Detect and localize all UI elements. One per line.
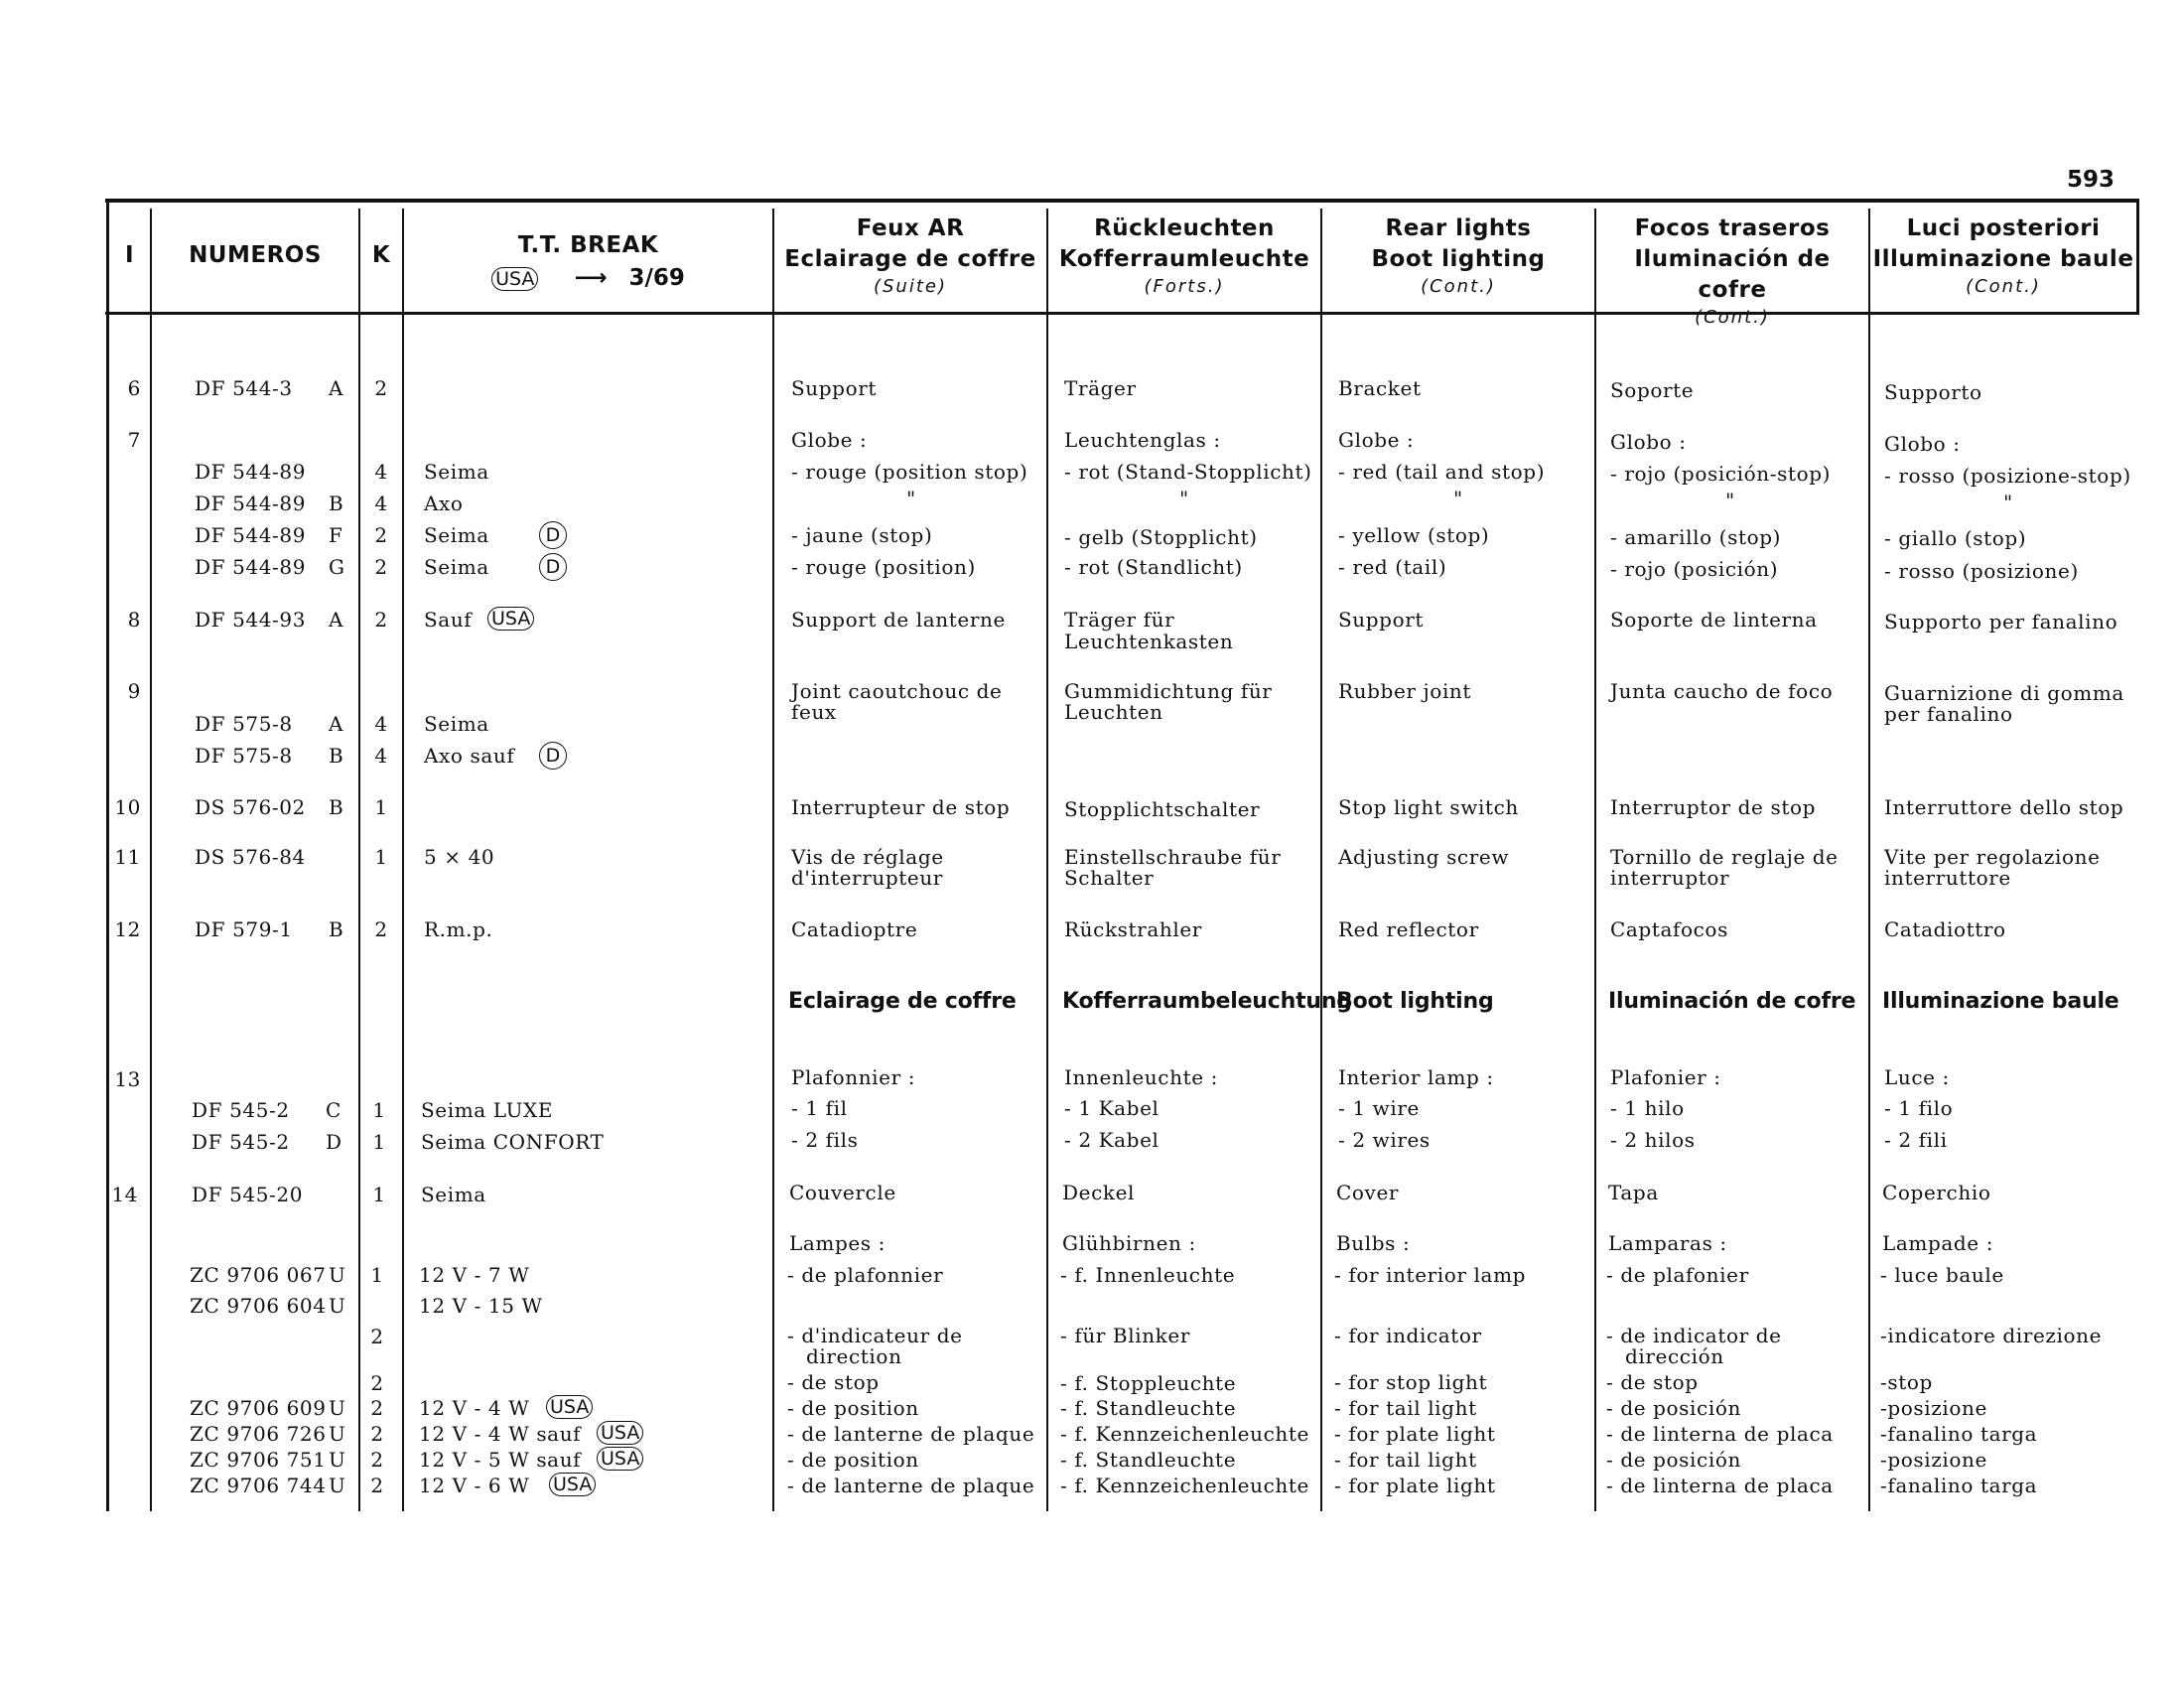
desc-de: Glühbirnen : [1062,1231,1196,1255]
desc-es-line1: - de indicator de [1606,1324,1782,1347]
desc-de: - 2 Kabel [1064,1128,1160,1152]
model-spec: Seima [424,523,489,547]
desc-es: - de plafonier [1606,1263,1749,1287]
desc-en: Bulbs : [1336,1231,1411,1255]
header-k [360,240,402,271]
part-suffix: F [329,523,343,547]
desc-es: - 2 hilos [1610,1128,1696,1152]
desc-fr: - de plafonnier [787,1263,944,1287]
header-numeros-label: NUMEROS [189,242,322,268]
header-de-l3: (Forts.) [1144,276,1225,297]
desc-it: - rosso (posizione) [1884,559,2079,583]
col-line [772,209,774,1511]
desc-fr: - de lanterne de plaque [787,1422,1035,1446]
desc-fr: Plafonnier : [791,1065,916,1089]
model-spec: Seima LUXE [421,1098,554,1122]
header-es-l1: Focos traseros [1634,215,1831,241]
desc-it: - 2 fili [1884,1128,1948,1152]
quantity: 4 [374,712,388,736]
col-line [1594,209,1596,1511]
part-number: DF 544-89 [195,523,307,547]
desc-es: Junta caucho de foco [1610,679,1834,703]
part-number: ZC 9706 726 [190,1422,327,1446]
header-es [1596,213,1868,330]
model-spec: Sauf [424,608,473,632]
header-it-l2: Illuminazione baule [1872,246,2134,272]
desc-es-line1: Tornillo de reglaje de [1610,845,1839,869]
desc-de: Deckel [1062,1181,1136,1204]
desc-es: Lamparas : [1608,1231,1727,1255]
desc-de: Leuchtenglas : [1064,428,1221,452]
part-suffix: U [329,1422,346,1446]
model-spec: 12 V - 4 W [419,1396,530,1420]
part-number: DF 544-89 [195,555,307,579]
desc-it: -posizione [1880,1448,1987,1472]
desc-fr-line1: Vis de réglage [791,845,944,869]
desc-es: - rojo (posición-stop) [1610,462,1832,486]
header-de [1048,213,1320,299]
desc-fr: Interrupteur de stop [791,795,1011,819]
model-spec: R.m.p. [424,917,493,941]
header-i [109,240,150,271]
part-number: ZC 9706 604 [190,1294,327,1318]
desc-en: - 2 wires [1338,1128,1431,1152]
quantity: 1 [372,1130,386,1154]
header-i-label: I [124,242,135,268]
header-it-l3: (Cont.) [1966,276,2041,297]
header-en-l3: (Cont.) [1421,276,1496,297]
country-d-badge: D [539,742,567,770]
desc-es: Tapa [1608,1181,1659,1204]
col-line [358,209,360,1511]
desc-it: Supporto [1884,380,1982,404]
desc-en: Red reflector [1338,917,1479,941]
desc-it: - rosso (posizione-stop) [1884,464,2131,488]
part-number: DF 544-89 [195,492,307,515]
ditto-mark: " [1453,487,1463,510]
header-model [404,230,772,295]
desc-fr: Lampes : [789,1231,886,1255]
part-number: DS 576-02 [195,795,306,819]
part-suffix: U [329,1474,346,1497]
part-number: DF 545-2 [192,1098,290,1122]
desc-fr: - rouge (position) [791,555,976,579]
item-number: 7 [127,428,141,452]
desc-en: Stop light switch [1338,795,1519,819]
quantity: 2 [370,1422,384,1446]
quantity: 1 [372,1183,386,1206]
desc-en: - for tail light [1334,1448,1477,1472]
desc-de: Innenleuchte : [1064,1065,1218,1089]
desc-es: - amarillo (stop) [1610,525,1782,549]
ditto-mark: " [2003,491,2013,514]
desc-de: - rot (Standlicht) [1064,555,1243,579]
quantity: 2 [370,1371,384,1395]
ditto-mark: " [1179,487,1189,510]
ditto-mark: " [1725,489,1735,512]
item-number: 8 [127,608,141,632]
desc-it: -fanalino targa [1880,1422,2038,1446]
desc-it: -posizione [1880,1396,1987,1420]
model-spec: Seima [424,460,489,484]
desc-fr: - de lanterne de plaque [787,1474,1035,1497]
desc-es: - de linterna de placa [1606,1474,1834,1497]
desc-en: Adjusting screw [1338,845,1510,869]
header-fr-l1: Feux AR [856,215,965,241]
part-number: ZC 9706 751 [190,1448,327,1472]
desc-en: - for stop light [1334,1370,1488,1394]
desc-en: - for plate light [1334,1422,1496,1446]
desc-es: - de posición [1606,1448,1741,1472]
desc-de-line2: Schalter [1064,866,1155,890]
desc-en: - red (tail) [1338,555,1447,579]
part-number: DS 576-84 [195,845,306,869]
desc-it: Interruttore dello stop [1884,795,2124,819]
desc-en: Bracket [1338,376,1422,400]
header-fr-l2: Eclairage de coffre [784,246,1036,272]
col-line [1046,209,1048,1511]
desc-de-line1: Gummidichtung für [1064,679,1273,703]
desc-fr-line2: d'interrupteur [791,866,943,890]
page-number: 593 [2067,167,2116,193]
section-heading-fr: Eclairage de coffre [788,989,1017,1014]
item-number: 14 [111,1183,138,1206]
desc-en: Cover [1336,1181,1400,1204]
desc-it: -indicatore direzione [1880,1324,2103,1347]
desc-it: -fanalino targa [1880,1474,2038,1497]
desc-fr: Support [791,376,878,400]
part-suffix: U [329,1263,346,1287]
model-spec: Seima CONFORT [421,1130,605,1154]
desc-es: Soporte de linterna [1610,608,1818,632]
quantity: 2 [374,376,388,400]
desc-de: - f. Stoppleuchte [1060,1371,1237,1395]
desc-de-line1: Einstellschraube für [1064,845,1282,869]
desc-fr: - 2 fils [791,1128,859,1152]
header-it-l1: Luci posteriori [1906,215,2101,241]
part-number: DF 544-93 [195,608,307,632]
desc-fr: - de position [787,1396,919,1420]
desc-de: - f. Innenleuchte [1060,1263,1236,1287]
top-rule [105,199,2138,203]
desc-en: Rubber joint [1338,679,1472,703]
desc-es: Soporte [1610,378,1695,402]
model-spec: 12 V - 6 W [419,1474,530,1497]
col-line [106,199,109,1511]
desc-en: - for tail light [1334,1396,1477,1420]
part-suffix: A [329,376,344,400]
desc-es-line2: dirección [1625,1344,1724,1368]
header-de-l1: Rückleuchten [1094,215,1275,241]
usa-badge: USA [546,1395,593,1419]
desc-fr-line2: direction [806,1344,902,1368]
desc-de-line2: Leuchten [1064,700,1163,724]
col-line [150,209,152,1511]
usa-badge: USA [597,1421,643,1445]
desc-it: Supporto per fanalino [1884,610,2118,633]
section-heading-de: Kofferraumbeleuchtung [1062,989,1352,1014]
desc-it-line1: Guarnizione di gomma [1884,681,2124,705]
desc-fr-line2: feux [791,700,837,724]
arrow-icon: ⟶ [574,265,608,291]
desc-it: -stop [1880,1370,1933,1394]
quantity: 2 [374,608,388,632]
desc-fr: - de position [787,1448,919,1472]
desc-es: - 1 hilo [1610,1096,1685,1120]
country-d-badge: D [539,553,567,581]
col-line [402,209,404,1511]
desc-it: - 1 filo [1884,1096,1954,1120]
desc-es-line2: interruptor [1610,866,1730,890]
desc-fr: Support de lanterne [791,608,1006,632]
part-number: DF 575-8 [195,712,293,736]
desc-it: Luce : [1884,1065,1950,1089]
part-suffix: C [326,1098,341,1122]
header-model-title: T.T. BREAK [517,232,659,258]
part-suffix: U [329,1448,346,1472]
section-heading-es: Iluminación de cofre [1608,989,1856,1014]
header-en-l2: Boot lighting [1371,246,1546,272]
item-number: 9 [127,679,141,703]
item-number: 12 [114,917,141,941]
header-fr-l3: (Suite) [873,276,947,297]
item-number: 11 [114,845,141,869]
desc-fr: Globe : [791,428,868,452]
model-spec: Seima [424,555,489,579]
desc-es: - de posición [1606,1396,1741,1420]
part-suffix: A [329,608,344,632]
header-numeros [152,240,358,271]
desc-fr: - rouge (position stop) [791,460,1028,484]
model-spec: 12 V - 7 W [419,1263,530,1287]
right-rule [2136,199,2139,315]
desc-es: - de linterna de placa [1606,1422,1834,1446]
part-suffix: U [329,1294,346,1318]
desc-es: Interruptor de stop [1610,795,1816,819]
desc-de: Rückstrahler [1064,917,1202,941]
header-es-l3: (Cont.) [1695,307,1770,328]
desc-es: Globo : [1610,430,1687,454]
desc-it: Catadiottro [1884,917,2006,941]
ditto-mark: " [906,487,916,510]
quantity: 2 [370,1325,384,1348]
usa-badge: USA [487,607,534,631]
desc-es: - rojo (posición) [1610,557,1779,581]
desc-de: - rot (Stand-Stopplicht) [1064,460,1312,484]
part-number: ZC 9706 067 [190,1263,327,1287]
header-it [1870,213,2136,299]
header-fr [774,213,1046,299]
quantity: 2 [370,1396,384,1420]
desc-fr: - jaune (stop) [791,523,933,547]
part-number: DF 575-8 [195,744,293,768]
part-number: DF 544-89 [195,460,307,484]
quantity: 1 [374,795,388,819]
country-d-badge: D [539,521,567,549]
model-spec: Seima [421,1183,486,1206]
quantity: 4 [374,460,388,484]
quantity: 2 [374,523,388,547]
quantity: 1 [372,1098,386,1122]
col-line [1320,209,1322,1511]
desc-en: - for indicator [1334,1324,1482,1347]
quantity: 1 [374,845,388,869]
part-suffix: B [329,744,344,768]
model-spec: Seima [424,712,489,736]
desc-fr: Catadioptre [791,917,918,941]
model-spec: 12 V - 4 W sauf [419,1422,582,1446]
section-heading-it: Illuminazione baule [1882,989,2119,1014]
desc-de: - f. Kennzeichenleuchte [1060,1474,1309,1497]
desc-es: - de stop [1606,1370,1699,1394]
quantity: 4 [374,744,388,768]
model-spec: 5 × 40 [424,845,495,869]
part-suffix: B [329,492,344,515]
part-number: DF 545-2 [192,1130,290,1154]
header-model-range [404,261,772,295]
quantity: 2 [374,555,388,579]
header-en-l1: Rear lights [1385,215,1532,241]
desc-de: - für Blinker [1060,1324,1191,1347]
header-model-date: 3/69 [628,265,685,291]
model-spec: 12 V - 5 W sauf [419,1448,582,1472]
part-number: ZC 9706 744 [190,1474,327,1497]
part-number: DF 579-1 [195,917,293,941]
desc-de: Stopplichtschalter [1064,797,1261,821]
desc-fr: - 1 fil [791,1096,848,1120]
part-suffix: G [329,555,345,579]
desc-de: - f. Kennzeichenleuchte [1060,1422,1309,1446]
desc-it-line2: per fanalino [1884,702,2013,726]
desc-it: - luce baule [1880,1263,2004,1287]
item-number: 6 [127,376,141,400]
desc-fr: Couvercle [789,1181,896,1204]
usa-badge: USA [491,267,538,291]
header-en [1322,213,1594,299]
part-suffix: D [326,1130,342,1154]
quantity: 2 [374,917,388,941]
desc-es: Captafocos [1610,917,1728,941]
desc-fr: - de stop [787,1370,880,1394]
desc-en: - for plate light [1334,1474,1496,1497]
desc-en: Globe : [1338,428,1415,452]
desc-de: - f. Standleuchte [1060,1448,1237,1472]
quantity: 2 [370,1448,384,1472]
desc-de: - gelb (Stopplicht) [1064,525,1258,549]
usa-badge: USA [597,1447,643,1471]
part-number: DF 545-20 [192,1183,304,1206]
desc-de-line2: Leuchtenkasten [1064,630,1234,653]
header-k-label: K [371,242,391,268]
part-number: ZC 9706 609 [190,1396,327,1420]
desc-it: Globo : [1884,432,1961,456]
model-spec: Axo sauf [424,744,515,768]
header-es-l2: Iluminación de cofre [1634,246,1831,303]
desc-en: Support [1338,608,1425,632]
desc-de-line1: Träger für [1064,608,1175,632]
desc-en: - red (tail and stop) [1338,460,1546,484]
usa-badge: USA [549,1473,596,1496]
item-number: 10 [114,795,141,819]
col-line [1868,209,1870,1511]
part-suffix: B [329,795,344,819]
desc-it: Lampade : [1882,1231,1994,1255]
desc-fr-line1: Joint caoutchouc de [791,679,1003,703]
model-spec: 12 V - 15 W [419,1294,543,1318]
desc-de: - 1 Kabel [1064,1096,1160,1120]
desc-de: Träger [1064,376,1137,400]
desc-en: - 1 wire [1338,1096,1420,1120]
desc-it: - giallo (stop) [1884,526,2027,550]
part-number: DF 544-3 [195,376,293,400]
part-suffix: A [329,712,344,736]
desc-en: - yellow (stop) [1338,523,1490,547]
desc-en: - for interior lamp [1334,1263,1527,1287]
section-heading-en: Boot lighting [1336,989,1494,1014]
part-suffix: U [329,1396,346,1420]
quantity: 1 [370,1263,384,1287]
quantity: 2 [370,1474,384,1497]
part-suffix: B [329,917,344,941]
header-de-l2: Kofferraumleuchte [1058,246,1310,272]
desc-it-line1: Vite per regolazione [1884,845,2101,869]
desc-es: Plafonier : [1610,1065,1721,1089]
model-spec: Axo [424,492,464,515]
item-number: 13 [114,1067,141,1091]
desc-it-line2: interruttore [1884,866,2011,890]
quantity: 4 [374,492,388,515]
desc-fr-line1: - d'indicateur de [787,1324,963,1347]
desc-en: Interior lamp : [1338,1065,1494,1089]
desc-it: Coperchio [1882,1181,1991,1204]
desc-de: - f. Standleuchte [1060,1396,1237,1420]
